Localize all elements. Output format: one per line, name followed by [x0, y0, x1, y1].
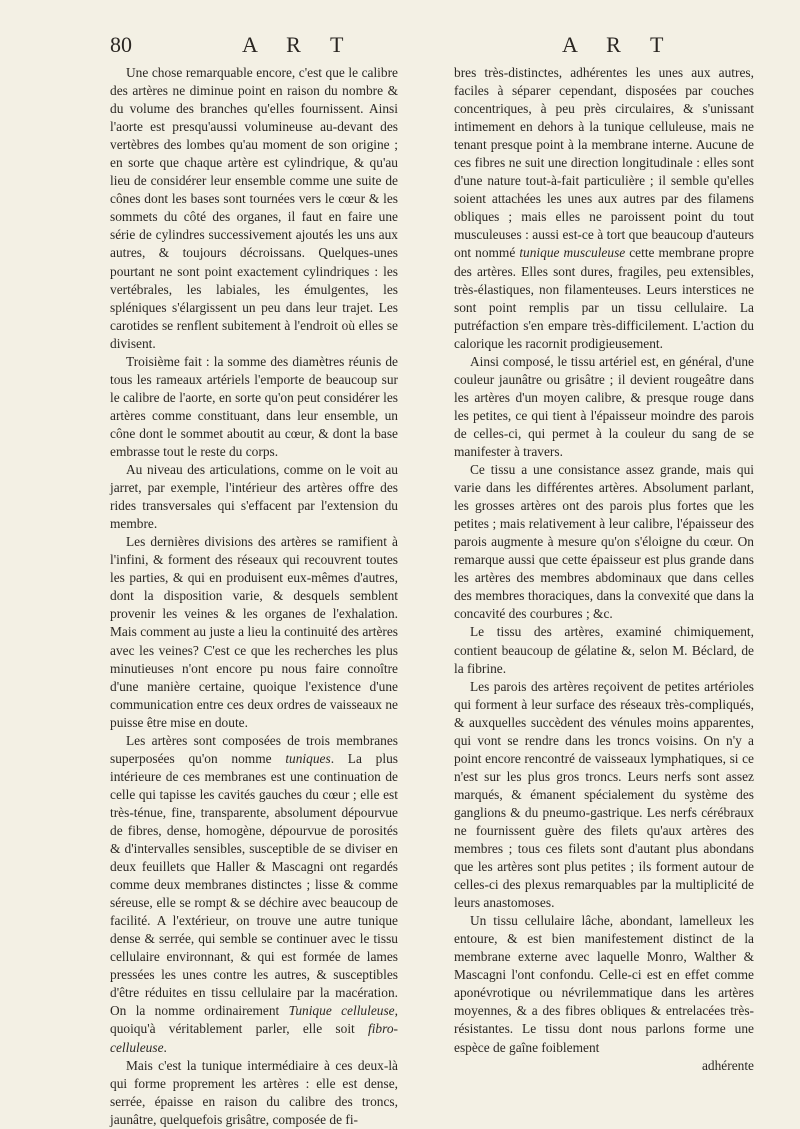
paragraph: Une chose remarquable encore, c'est que le calibre des artères ne diminue point en raison du nombre & du volume des branches qu'elles fournissent. Ainsi l'aorte est presqu'aussi volumineuse au-devant des vertèbres des lombes qu'au moment de son origine ; en sorte que chaque artère est cylindrique, & qu'au lieu de considérer leur ensemble comme une suite de cônes dont les bases sont tournées vers le cœur & les sommets du côté des organes, il faut en faire une série de cylindres successivement ajoutés les uns aux autres, & toujours décroissans. Quelques-unes pourtant ne sont point exactement cylindriques : les vertébrales, les labiales, les émulgentes, les spléniques s'élargissent un peu dans leur trajet. Les carotides se renflent subitement à l'endroit où elles se divisent.: [110, 65, 398, 351]
catchword: adhérente: [701, 1057, 754, 1073]
text-run: bres très-distinctes, adhérentes les unes aux autres, faciles à séparer cependant, disposées par couches concentriques, à peu près circulaires, & s'unissant intimement en dehors à la tunique celluleuse, mais ne tenant presque point à la membrane interne. Aucune de ces fibres ne suit une direction longitudinale : elles sont d'une nature tout-à-fait particulière ; il semble qu'elles soient attachées les unes aux autres par des filamens obliques ; mais elles ne paroissent point du tout musculeuses : aussi est-ce à tort que beaucoup d'auteurs ont nommé: [454, 65, 754, 261]
paragraph: Ainsi composé, le tissu artériel est, en général, d'une couleur jaunâtre ou grisâtre ; il devient rougeâtre dans les artères d'un moyen calibre, & presque rouge dans les petites, ce qui tient à l'épaisseur moindre des parois de celles-ci, qui permet à la couleur du sang de se manifester à travers.: [454, 353, 754, 459]
left-column: [110, 64, 398, 1129]
italic-term: tuniques: [285, 750, 331, 766]
paragraph: Les parois des artères reçoivent de petites artérioles qui forment à leur surface des réseaux très-compliqués, & auxquelles succèdent des vénules moins apparentes, qui vont se rendre dans les troncs voisins. On n'y a point encore rencontré de vaisseaux lymphatiques, si ce n'est sur les plus gros troncs. Leurs nerfs sont assez marqués, & émanent spécialement du système des ganglions & du pneumo-gastrique. Les nerfs cérébraux ne fournissent guère des filets qu'aux artères des membres ; tous ces filets sont d'autant plus abondans que les artères sont plus petites ; ils forment autour de celles-ci des plexus remarquables par la multiplicité de leurs anastomoses.: [454, 678, 754, 911]
page-header: [110, 32, 692, 62]
running-head-left: A R T: [242, 32, 356, 57]
text-run: . La plus intérieure de ces membranes est une continuation de celle qui tapisse les cavités gauches du cœur ; elle est très-ténue, fine, transparente, absolument dépourvue de fibres, dense, homogène, dépourvue de porosités & d'intervalles sensibles, susceptible de se diviser en deux feuillets que Haller & Mascagni ont regardés comme deux membranes distinctes ; lisse & comme séreuse, elle se rompt & se déchire avec beaucoup de facilité. A l'extérieur, on trouve une autre tunique dense & serrée, qui semble se continuer avec le tissu cellulaire environnant, & qui est formée de lames pressées les unes contre les autres, & susceptibles d'être réduites en tissu cellulaire par la macération. On la nomme ordinairement: [110, 750, 398, 1019]
paragraph: Au niveau des articulations, comme on le voit au jarret, par exemple, l'intérieur des artères offre des rides transversales qui s'effacent par l'extension du membre.: [110, 462, 398, 532]
running-head-right: A R T: [562, 32, 676, 57]
italic-term: fibro-celluleuse: [110, 1021, 398, 1055]
paragraph: Troisième fait : la somme des diamètres réunis de tous les rameaux artériels l'emporte de beaucoup sur le calibre de l'aorte, en sorte qu'on peut considérer les artères comme constituant, dans leur ensemble, un cône dont le sommet aboutit au cœur, & dont la base embrasse tout le reste du corps.: [110, 353, 398, 459]
text-run: , quoiqu'à véritablement parler, elle soit: [110, 1003, 398, 1037]
italic-term: Tunique celluleuse: [288, 1003, 395, 1019]
paragraph: [110, 732, 398, 1057]
italic-term: tunique musculeuse: [519, 245, 626, 261]
right-column: [454, 64, 754, 1075]
paragraph: Le tissu des artères, examiné chimiquement, contient beaucoup de gélatine &, selon M. Béclard, de la fibrine.: [454, 624, 754, 676]
text-run: cette membrane propre des artères. Elles sont dures, fragiles, peu extensibles, très-élastiques, non filamenteuses. Leurs interstices ne sont point remplis par un tissu cellulaire. La putréfaction s'en empare très-difficilement. L'action du calorique les racornit prodigieusement.: [454, 245, 754, 351]
paragraph: Mais c'est la tunique intermédiaire à ces deux-là qui forme proprement les artères : elle est dense, serrée, épaisse en raison du calibre des troncs, jaunâtre, quelquefois grisâtre, composée de fi-: [110, 1057, 398, 1127]
text-run: .: [163, 1039, 167, 1055]
paragraph: Les dernières divisions des artères se ramifient à l'infini, & forment des réseaux qui recouvrent toutes les parties, & qui en produisent eux-mêmes d'autres, dont la disposition varie, & desquels semblent provenir les veines & les organes de l'exhalation. Mais comment au juste a lieu la continuité des artères avec les veines? C'est ce que les recherches les plus minutieuses n'ont encore pu nous faire connoître d'une manière certaine, quoique l'existence d'une communication entre ces deux ordres de vaisseaux ne puisse être mise en doute.: [110, 534, 398, 730]
paragraph: Ce tissu a une consistance assez grande, mais qui varie dans les différentes artères. Absolument parlant, les grosses artères ont des parois plus fortes que les petites ; mais relativement à leur calibre, l'épaisseur des parois augmente à mesure qu'on s'éloigne du cœur. On remarque aussi que cette épaisseur est plus grande dans les artères des membres abdominaux que dans celles des membres thoraciques, dans la convexité que dans la concavité des courbures ; &c.: [454, 462, 754, 622]
paragraph: Un tissu cellulaire lâche, abondant, lamelleux les entoure, & est bien manifestement distinct de la membrane externe avec laquelle Monro, Walther & Mascagni l'ont confondu. Celle-ci est en effet comme aponévrotique ou névrilemmatique dans les artères moyennes, & a des fibres obliques & entrelacées très-résistantes. Le tissu dont nous parlons forme une espèce de gaîne foiblement: [454, 913, 754, 1055]
page-number: 80: [110, 32, 132, 57]
text-run: Les artères sont composées de trois membranes superposées qu'on nomme: [110, 732, 398, 766]
paragraph: [454, 64, 754, 353]
